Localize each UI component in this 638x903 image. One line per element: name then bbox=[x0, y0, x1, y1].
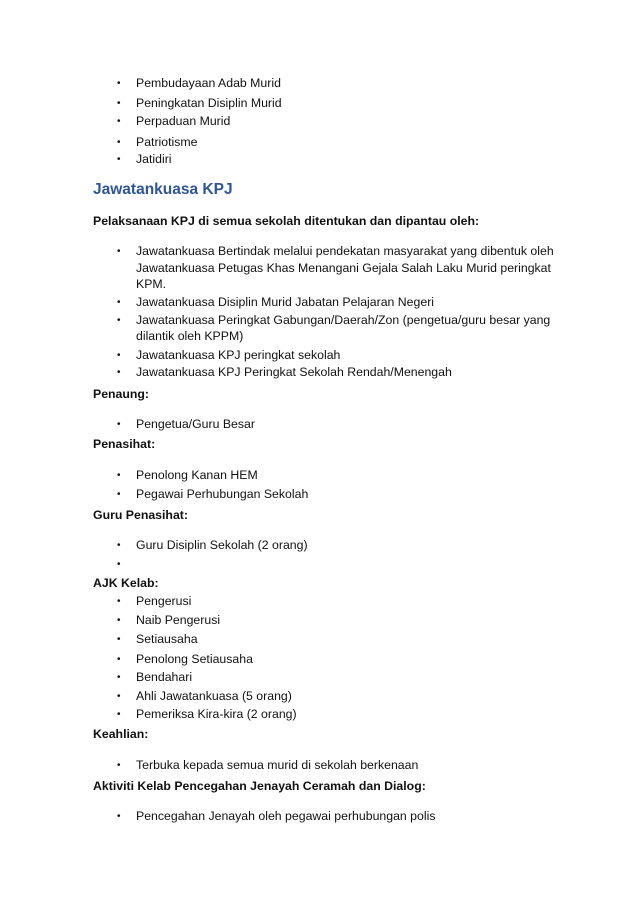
bullet: • bbox=[117, 760, 121, 771]
list-item: Pegawai Perhubungan Sekolah bbox=[136, 487, 309, 501]
list-item: Jatidiri bbox=[136, 152, 172, 166]
bullet: • bbox=[117, 489, 121, 500]
list-item-line: Jawatankuasa KPJ Peringkat Sekolah Rendah/Menengah bbox=[136, 365, 452, 379]
list-item-line: Jawatankuasa Petugas Khas Menangani Gejala Salah Laku Murid peringkat bbox=[136, 261, 551, 275]
bullet: • bbox=[117, 78, 121, 89]
guru-penasihat-heading: Guru Penasihat: bbox=[93, 508, 188, 522]
list-item: Pemeriksa Kira-kira (2 orang) bbox=[136, 707, 297, 721]
list-item: Ahli Jawatankuasa (5 orang) bbox=[136, 689, 292, 703]
list-item-line: KPM. bbox=[136, 277, 167, 291]
list-item: Perpaduan Murid bbox=[136, 114, 231, 128]
section-title: Jawatankuasa KPJ bbox=[93, 181, 233, 198]
bullet: • bbox=[117, 315, 121, 326]
list-item: Guru Disiplin Sekolah (2 orang) bbox=[136, 538, 308, 552]
bullet: • bbox=[117, 672, 121, 683]
list-item: Pencegahan Jenayah oleh pegawai perhubungan polis bbox=[136, 809, 436, 823]
bullet: • bbox=[117, 116, 121, 127]
list-item: Pengerusi bbox=[136, 594, 192, 608]
bullet: • bbox=[117, 540, 121, 551]
list-item: Setiausaha bbox=[136, 632, 198, 646]
bullet: • bbox=[117, 470, 121, 481]
list-item-line: Jawatankuasa Peringkat Gabungan/Daerah/Zon (pengetua/guru besar yang bbox=[136, 313, 551, 327]
list-item: Penolong Setiausaha bbox=[136, 652, 253, 666]
bullet: • bbox=[117, 154, 121, 165]
list-item-line: dilantik oleh KPPM) bbox=[136, 329, 244, 343]
bullet: • bbox=[117, 98, 121, 109]
aktiviti-heading: Aktiviti Kelab Pencegahan Jenayah Ceramah dan Dialog: bbox=[93, 779, 426, 793]
keahlian-heading: Keahlian: bbox=[93, 727, 149, 741]
list-item-line: Jawatankuasa KPJ peringkat sekolah bbox=[136, 348, 341, 362]
list-item: Peningkatan Disiplin Murid bbox=[136, 96, 282, 110]
bullet: • bbox=[117, 350, 121, 361]
bullet: • bbox=[117, 709, 121, 720]
penaung-heading: Penaung: bbox=[93, 387, 150, 401]
bullet: • bbox=[117, 559, 121, 570]
list-item: Pembudayaan Adab Murid bbox=[136, 76, 281, 90]
bullet: • bbox=[117, 297, 121, 308]
bullet: • bbox=[117, 419, 121, 430]
bullet: • bbox=[117, 367, 121, 378]
bullet: • bbox=[117, 615, 121, 626]
bullet: • bbox=[117, 137, 121, 148]
list-item: Patriotisme bbox=[136, 135, 198, 149]
list-item: Pengetua/Guru Besar bbox=[136, 417, 255, 431]
list-item: Naib Pengerusi bbox=[136, 613, 221, 627]
bullet: • bbox=[117, 811, 121, 822]
bullet: • bbox=[117, 246, 121, 257]
bullet: • bbox=[117, 654, 121, 665]
penasihat-heading: Penasihat: bbox=[93, 437, 156, 451]
list-item: Bendahari bbox=[136, 670, 193, 684]
pelaksanaan-heading: Pelaksanaan KPJ di semua sekolah ditentukan dan dipantau oleh: bbox=[93, 214, 480, 228]
list-item-line: Jawatankuasa Bertindak melalui pendekatan masyarakat yang dibentuk oleh bbox=[136, 244, 554, 258]
list-item: Terbuka kepada semua murid di sekolah berkenaan bbox=[136, 758, 419, 772]
bullet: • bbox=[117, 596, 121, 607]
list-item: Penolong Kanan HEM bbox=[136, 468, 258, 482]
list-item-line: Jawatankuasa Disiplin Murid Jabatan Pelajaran Negeri bbox=[136, 295, 435, 309]
bullet: • bbox=[117, 691, 121, 702]
bullet: • bbox=[117, 634, 121, 645]
ajk-heading: AJK Kelab: bbox=[93, 576, 159, 590]
